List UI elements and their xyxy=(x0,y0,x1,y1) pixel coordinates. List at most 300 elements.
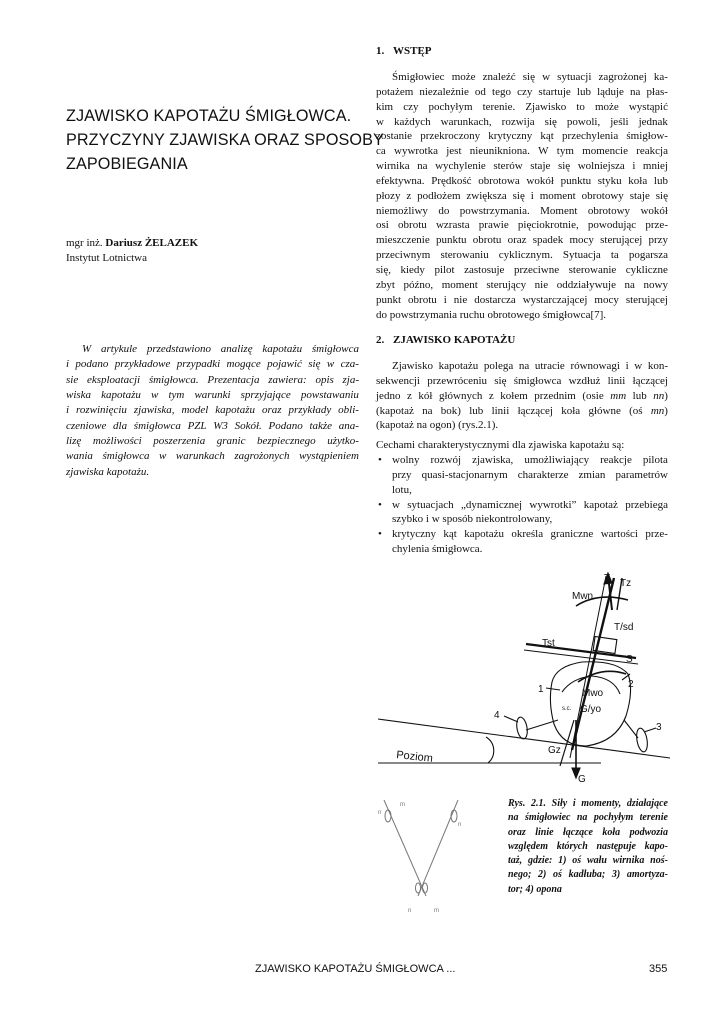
word: Rys. xyxy=(508,798,526,809)
word: eksploatacji xyxy=(86,373,141,386)
word: znaleźć xyxy=(482,71,516,83)
word: nie xyxy=(453,293,468,306)
list-item xyxy=(376,498,668,528)
word: analizę xyxy=(220,343,253,355)
word: warunki xyxy=(194,389,231,402)
word: bezpiecznego xyxy=(257,435,316,448)
word: przebiega xyxy=(625,498,668,511)
word: Sokół. xyxy=(234,419,262,432)
word: późno, xyxy=(403,278,434,291)
word: ana- xyxy=(338,419,359,432)
word: się xyxy=(544,115,557,128)
list-item xyxy=(376,453,668,498)
word: się xyxy=(308,358,321,371)
word: momencie xyxy=(582,145,628,158)
word: sterujący xyxy=(486,278,527,291)
section-2-para-1 xyxy=(376,359,668,433)
label-3: 3 xyxy=(656,722,662,733)
word: zja- xyxy=(342,373,359,386)
word: obrotu xyxy=(472,234,502,247)
word: mocy xyxy=(569,234,594,247)
word: śmigłow- xyxy=(626,130,668,143)
word: równowagi xyxy=(570,360,620,372)
body-line xyxy=(376,144,668,159)
abstract-line xyxy=(66,403,359,418)
label-tz: Tz xyxy=(620,578,632,589)
label-poziom: Poziom xyxy=(395,749,434,765)
word: pochyłym xyxy=(593,812,634,824)
word: noś- xyxy=(650,855,668,867)
word: gdzie: xyxy=(527,855,553,867)
word: sterowaniu xyxy=(440,249,489,262)
word: cykliczne xyxy=(625,263,668,276)
body-line xyxy=(376,85,668,100)
word: śmigłowca xyxy=(102,450,150,463)
section-1-body xyxy=(376,70,668,322)
body-line xyxy=(376,263,668,278)
word: kół xyxy=(418,389,433,402)
axis-nn xyxy=(418,800,458,896)
word: może xyxy=(451,71,476,83)
word: nn) xyxy=(653,389,668,402)
axis-mm xyxy=(384,800,426,896)
word: punktu xyxy=(560,174,592,187)
word: pilot xyxy=(434,263,455,276)
word: zawiera: xyxy=(268,373,307,386)
word: prawie xyxy=(478,219,509,232)
word: mogące xyxy=(226,358,261,371)
word: wału xyxy=(586,855,607,867)
word: wirnika xyxy=(612,855,645,867)
word: ka- xyxy=(653,71,668,83)
word: jest xyxy=(446,145,462,158)
word: parametrów xyxy=(615,468,668,481)
word: przedstawiono xyxy=(146,343,211,355)
word: wartości xyxy=(600,528,638,541)
body-line xyxy=(376,218,668,233)
word: z xyxy=(406,189,412,202)
word: polega xyxy=(483,360,514,372)
word: zjawiska, xyxy=(472,454,514,466)
word: podwozia xyxy=(629,826,668,838)
body-line xyxy=(376,129,668,144)
caption-line xyxy=(508,868,668,882)
word: kon- xyxy=(647,360,668,372)
word: reakcja xyxy=(636,145,668,158)
word: wzdłuż xyxy=(568,374,601,387)
word: sie xyxy=(66,373,79,386)
label-n-top-left: n xyxy=(378,810,382,816)
section-title: WSTĘP xyxy=(393,45,432,57)
word: obli- xyxy=(338,404,359,417)
label-gz: Gz xyxy=(548,745,561,756)
word: z xyxy=(406,389,412,402)
author-name: Dariusz ŻELAZEK xyxy=(105,237,199,249)
section-number: 2. xyxy=(376,334,385,346)
body-line xyxy=(376,159,668,174)
word: opis xyxy=(315,373,334,386)
word: W xyxy=(82,343,92,355)
word: przykładowe xyxy=(114,358,171,371)
word: na xyxy=(508,812,519,824)
word: wystąpić xyxy=(628,100,668,113)
running-title: ZJAWISKO KAPOTAŻU ŚMIGŁOWCA ... xyxy=(255,963,456,975)
gear-strut-right xyxy=(624,720,638,738)
word: terenie xyxy=(639,812,668,824)
body-line xyxy=(376,115,668,130)
body-line xyxy=(376,233,668,248)
word: momenty, xyxy=(581,798,622,809)
caption-line xyxy=(508,854,668,868)
word: podano xyxy=(75,358,109,371)
word: warunkach xyxy=(175,450,225,463)
callout-3 xyxy=(644,728,656,732)
word: Zjawisko xyxy=(525,100,567,113)
word: łączące xyxy=(562,826,593,838)
word: kapotażu xyxy=(262,343,303,355)
word: tego xyxy=(492,85,511,98)
word: sytuacjach xyxy=(407,498,454,511)
word: może xyxy=(594,100,619,113)
word: lub xyxy=(653,174,668,187)
list-item xyxy=(376,527,668,557)
word: Moment xyxy=(540,204,578,217)
word: reakcje xyxy=(600,454,632,466)
word: przechylenia xyxy=(562,130,619,143)
word: zagrożonych xyxy=(234,450,290,463)
label-tst: Tst xyxy=(542,638,555,649)
word: w xyxy=(634,360,643,372)
word: na xyxy=(422,404,433,417)
word: się xyxy=(512,189,525,202)
caption-line xyxy=(508,797,668,811)
word: pogarsza xyxy=(628,249,668,262)
word: kapotażu xyxy=(438,360,479,372)
list-line xyxy=(392,498,668,513)
word: przeciwnym xyxy=(376,249,431,262)
body-line xyxy=(376,174,668,189)
word: wokół xyxy=(526,174,554,187)
word: wania xyxy=(66,450,93,463)
word: (osie xyxy=(582,389,604,402)
word: sterującej xyxy=(600,234,643,247)
page-number: 355 xyxy=(649,963,668,975)
label-n-top-right: n xyxy=(458,822,462,828)
body-line xyxy=(376,374,668,389)
abstract xyxy=(66,342,359,480)
word: czeniowe xyxy=(66,419,107,432)
word: wychylenie xyxy=(435,160,486,173)
label-m-top: m xyxy=(400,802,405,808)
word: głównych xyxy=(438,389,483,402)
word: i xyxy=(66,404,70,417)
word: do xyxy=(438,204,450,217)
word: W3 xyxy=(213,419,228,432)
word: mn) xyxy=(650,404,668,417)
word: jednak xyxy=(638,115,668,128)
section-number: 1. xyxy=(376,45,385,57)
word: następuje xyxy=(596,840,636,852)
word: staje xyxy=(629,189,650,202)
word: lizę xyxy=(66,435,82,448)
wheel-main-right xyxy=(451,810,457,822)
caption-line: tor; 4) opona xyxy=(508,883,562,895)
word: zwiększa xyxy=(466,189,507,202)
author-block xyxy=(66,236,198,266)
word: względem xyxy=(508,840,548,852)
word: jeśli xyxy=(610,115,629,128)
word: wiska xyxy=(66,389,92,402)
abstract-line xyxy=(66,449,359,464)
word: określa xyxy=(511,528,544,541)
bullet-icon: • xyxy=(378,528,382,541)
word: obrotowa xyxy=(478,174,520,187)
word: pojawić xyxy=(267,358,302,371)
abstract-line xyxy=(66,357,359,372)
word: ląduje xyxy=(597,85,624,98)
body-line xyxy=(376,404,668,419)
body-line xyxy=(376,359,668,374)
body-line xyxy=(376,204,668,219)
article-title xyxy=(66,104,384,176)
word: lub xyxy=(632,389,647,402)
word: śmigłowca xyxy=(133,419,181,432)
word: mocy xyxy=(594,293,619,306)
word: kąt xyxy=(443,528,457,541)
word: (oś xyxy=(629,404,643,417)
word: bok) xyxy=(440,404,461,417)
section-2-para-2 xyxy=(376,438,668,453)
word: się, xyxy=(376,263,391,276)
abstract-line: zjawiska kapotażu. xyxy=(66,465,150,478)
word: i xyxy=(530,189,534,202)
label-tsd: T/sd xyxy=(614,622,634,633)
word: powstrzymania. xyxy=(459,204,530,217)
word: sterującej xyxy=(625,293,668,306)
word: powodując xyxy=(587,219,637,232)
word: oraz xyxy=(261,404,282,417)
word: rozwój xyxy=(430,454,462,466)
body-line: Cechami charakterystycznymi dla zjawiska kapotażu są: xyxy=(376,439,625,451)
word: charakterze xyxy=(517,468,569,481)
word: w xyxy=(376,115,384,128)
word: graniczne xyxy=(550,528,594,541)
author-degree: mgr inż. xyxy=(66,237,103,249)
word: moment xyxy=(539,189,576,202)
word: oddziaływuje xyxy=(556,278,616,291)
word: podłożem xyxy=(417,189,461,202)
word: zostanie xyxy=(376,130,413,143)
body-line xyxy=(376,293,668,308)
word: przekroczony xyxy=(420,130,481,143)
word: nego; xyxy=(508,869,532,881)
word: i xyxy=(443,293,447,306)
feature-list xyxy=(376,453,668,557)
helicopter-slope-diagram xyxy=(376,570,672,792)
word: wolniejsza xyxy=(577,160,625,173)
word: których xyxy=(556,840,588,852)
word: przy xyxy=(648,234,668,247)
word: wirnika xyxy=(376,160,410,173)
word: Prezentacja xyxy=(207,373,260,386)
word: czy xyxy=(403,100,419,113)
word: zjawiska, xyxy=(133,404,175,417)
title-line: PRZYCZYNY ZJAWISKA ORAZ SPOSOBY xyxy=(66,131,384,149)
word: krytyczny xyxy=(488,130,533,143)
word: Siły xyxy=(551,798,568,809)
word: wystąpieniem xyxy=(299,450,359,463)
word: śmigłowiec xyxy=(524,812,571,824)
word: i xyxy=(625,360,629,372)
wheel-left xyxy=(515,716,529,739)
word: Śmigłowiec xyxy=(392,71,445,83)
word: nie xyxy=(534,278,549,291)
word: spadek xyxy=(532,234,564,247)
abstract-line xyxy=(66,419,359,434)
word: na xyxy=(576,812,588,824)
label-mwo: Mwo xyxy=(582,688,604,699)
word: płas- xyxy=(646,85,668,98)
word: pięciokrotnie, xyxy=(517,219,579,232)
list-line xyxy=(392,527,668,542)
body-line: (kapotaż na ogon) (rys.2.1). xyxy=(376,419,499,432)
word: łączącej xyxy=(632,374,668,387)
word: łączącej xyxy=(517,404,553,417)
title-line: ZJAWISKO KAPOTAŻU ŚMIGŁOWCA. xyxy=(66,107,352,125)
word: 2.1. xyxy=(530,798,546,809)
word: wokół xyxy=(640,204,668,217)
body-line: do powstrzymania ruchu obrotowego śmigłowca[7]. xyxy=(376,308,607,321)
word: „dynamicznej xyxy=(460,498,523,511)
word: w xyxy=(151,389,159,402)
word: Sytuacja xyxy=(562,249,601,262)
list-line xyxy=(392,468,668,483)
label-m-bottom: m xyxy=(434,908,439,914)
word: to xyxy=(576,100,585,113)
word: działające xyxy=(626,798,668,809)
word: nowy xyxy=(643,278,668,291)
word: moment xyxy=(441,278,478,291)
section-heading-introduction xyxy=(376,45,432,57)
caption-line xyxy=(508,811,668,825)
word: sprzyjające xyxy=(240,389,291,402)
weight-z-vector xyxy=(560,720,574,766)
word: kadłuba; xyxy=(568,869,606,881)
word: i xyxy=(572,798,576,809)
word: sekwencji xyxy=(376,374,420,387)
abstract-line xyxy=(66,434,359,449)
word: amortyza- xyxy=(626,869,668,881)
word: model xyxy=(181,404,209,417)
word: kapotażu xyxy=(464,528,504,541)
list-line: lotu, xyxy=(392,483,412,496)
word: przy xyxy=(392,468,412,481)
word: i xyxy=(632,160,636,173)
word: 1) xyxy=(558,855,567,867)
word: pilota xyxy=(642,454,668,466)
word: w xyxy=(326,358,335,371)
word: kapotaż xyxy=(583,498,618,511)
word: 3) xyxy=(611,869,621,881)
word: cza- xyxy=(340,358,359,371)
word: przykłady xyxy=(288,404,332,417)
wheel-nose-right xyxy=(423,883,428,893)
word: oś xyxy=(572,855,582,867)
word: nieunikniona. xyxy=(469,145,530,158)
word: (kapotaż xyxy=(376,404,414,417)
title-line: ZAPOBIEGANIA xyxy=(66,155,188,173)
slope-angle-arc xyxy=(486,737,494,763)
word: i xyxy=(66,358,70,371)
word: zagrożonej xyxy=(598,71,647,83)
word: jedno xyxy=(376,389,401,402)
word: dostarcza xyxy=(474,293,516,306)
word: koła xyxy=(561,404,581,417)
word: lub xyxy=(469,404,484,417)
word: sterowanie xyxy=(568,263,617,276)
word: rozwinięciu xyxy=(76,404,127,417)
bullet-icon: • xyxy=(378,498,382,511)
word: startuje xyxy=(538,85,571,98)
word: umożliwiający xyxy=(524,454,590,466)
word: wolny xyxy=(392,454,420,466)
word: wywrotka xyxy=(394,145,438,158)
word: utracie xyxy=(534,360,565,372)
word: pochyłym xyxy=(428,100,473,113)
word: granic xyxy=(216,435,246,448)
list-line: szybko i w sposób niekontrolowany, xyxy=(392,513,553,526)
wheel-main-left xyxy=(385,810,391,822)
wheel-nose-left xyxy=(416,883,421,893)
word: każdych xyxy=(393,115,431,128)
word: niezależnie xyxy=(419,85,469,98)
label-n-bottom: n xyxy=(408,908,412,914)
label-g: G xyxy=(578,774,586,785)
caption-line xyxy=(508,840,668,854)
word: mm xyxy=(610,389,627,402)
word: sterów xyxy=(493,160,523,173)
word: styku xyxy=(597,174,622,187)
word: na xyxy=(417,160,428,173)
body-line xyxy=(376,278,668,293)
word: obrotowy xyxy=(581,189,624,202)
word: zastosuje xyxy=(464,263,505,276)
word: wywrotki” xyxy=(529,498,577,511)
word: od xyxy=(474,85,486,98)
word: oś xyxy=(553,869,562,881)
word: poszerzenia xyxy=(153,435,206,448)
word: cyklicznym. xyxy=(498,249,553,262)
caption-line xyxy=(508,826,668,840)
author-institution: Instytut Lotnictwa xyxy=(66,252,147,264)
author-line xyxy=(66,236,198,251)
word: mieszczenie xyxy=(376,234,430,247)
gear-strut-left xyxy=(526,720,558,730)
word: koła xyxy=(602,826,621,838)
label-4: 4 xyxy=(494,710,500,721)
word: użytko- xyxy=(327,435,359,448)
label-sc: s.c. xyxy=(562,706,572,712)
callout-1 xyxy=(546,688,560,690)
body-line xyxy=(376,248,668,263)
label-1: 1 xyxy=(538,684,544,695)
word: sytuacji xyxy=(557,71,592,83)
word: płozy xyxy=(376,189,401,202)
word: ta xyxy=(610,249,619,262)
word: mniej xyxy=(642,160,668,173)
list-line: chylenia śmigłowca. xyxy=(392,543,483,556)
word: warunkach, xyxy=(440,115,492,128)
